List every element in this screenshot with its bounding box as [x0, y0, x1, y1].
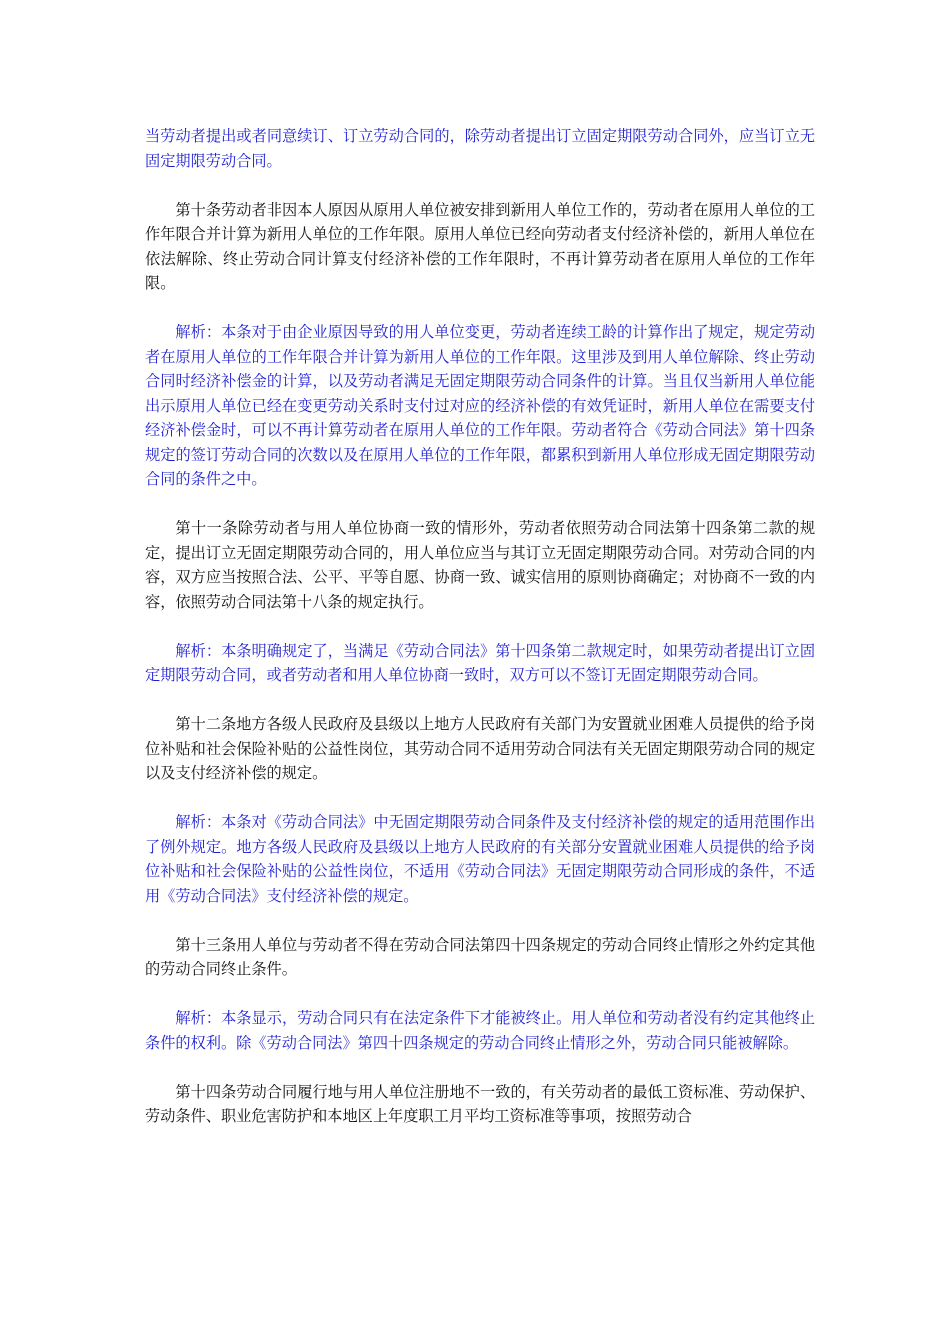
article-13-paragraph: 第十三条用人单位与劳动者不得在劳动合同法第四十四条规定的劳动合同终止情形之外约定其他的劳动合同终止条件。 — [145, 935, 815, 978]
article-12-paragraph: 第十二条地方各级人民政府及县级以上地方人民政府有关部门为安置就业困难人员提供的给予岗位补贴和社会保险补贴的公益性岗位，其劳动合同不适用劳动合同法有关无固定期限劳动合同的规定以及支付经济补偿的规定。 — [145, 715, 815, 782]
document-page — [145, 124, 815, 1153]
article-10-paragraph: 第十条劳动者非因本人原因从原用人单位被安排到新用人单位工作的，劳动者在原用人单位的工作年限合并计算为新用人单位的工作年限。原用人单位已经向劳动者支付经济补偿的，新用人单位在依法解除、终止劳动合同计算支付经济补偿的工作年限时，不再计算劳动者在原用人单位的工作年限。 — [145, 200, 815, 292]
analysis-article-12-paragraph: 解析：本条对《劳动合同法》中无固定期限劳动合同条件及支付经济补偿的规定的适用范围作出了例外规定。地方各级人民政府及县级以上地方人民政府的有关部分安置就业困难人员提供的给予岗位补贴和社会保险补贴的公益性岗位，不适用《劳动合同法》无固定期限劳动合同形成的条件，不适用《劳动合同法》支付经济补偿的规定。 — [145, 813, 815, 905]
article-11-paragraph: 第十一条除劳动者与用人单位协商一致的情形外，劳动者依照劳动合同法第十四条第二款的规定，提出订立无固定期限劳动合同的，用人单位应当与其订立无固定期限劳动合同。对劳动合同的内容，双方应当按照合法、公平、平等自愿、协商一致、诚实信用的原则协商确定；对协商不一致的内容，依照劳动合同法第十八条的规定执行。 — [145, 519, 815, 611]
analysis-article-13-paragraph: 解析：本条显示，劳动合同只有在法定条件下才能被终止。用人单位和劳动者没有约定其他终止条件的权利。除《劳动合同法》第四十四条规定的劳动合同终止情形之外，劳动合同只能被解除。 — [145, 1009, 815, 1052]
analysis-article-11-paragraph: 解析：本条明确规定了，当满足《劳动合同法》第十四条第二款规定时，如果劳动者提出订立固定期限劳动合同，或者劳动者和用人单位协商一致时，双方可以不签订无固定期限劳动合同。 — [145, 641, 815, 684]
article-14-paragraph: 第十四条劳动合同履行地与用人单位注册地不一致的，有关劳动者的最低工资标准、劳动保护、劳动条件、职业危害防护和本地区上年度职工月平均工资标准等事项，按照劳动合 — [145, 1082, 815, 1125]
analysis-article-10-paragraph: 解析：本条对于由企业原因导致的用人单位变更，劳动者连续工龄的计算作出了规定，规定劳动者在原用人单位的工作年限合并计算为新用人单位的工作年限。这里涉及到用人单位解除、终止劳动合同时经济补偿金的计算，以及劳动者满足无固定期限劳动合同条件的计算。当且仅当新用人单位能出示原用人单位已经在变更劳动关系时支付过对应的经济补偿的有效凭证时，新用人单位在需要支付经济补偿金时，可以不再计算劳动者在原用人单位的工作年限。劳动者符合《劳动合同法》第十四条规定的签订劳动合同的次数以及在原用人单位的工作年限，都累积到新用人单位形成无固定期限劳动合同的条件之中。 — [145, 323, 815, 488]
analysis-paragraph-continued: 当劳动者提出或者同意续订、订立劳动合同的，除劳动者提出订立固定期限劳动合同外，应当订立无固定期限劳动合同。 — [145, 127, 815, 170]
